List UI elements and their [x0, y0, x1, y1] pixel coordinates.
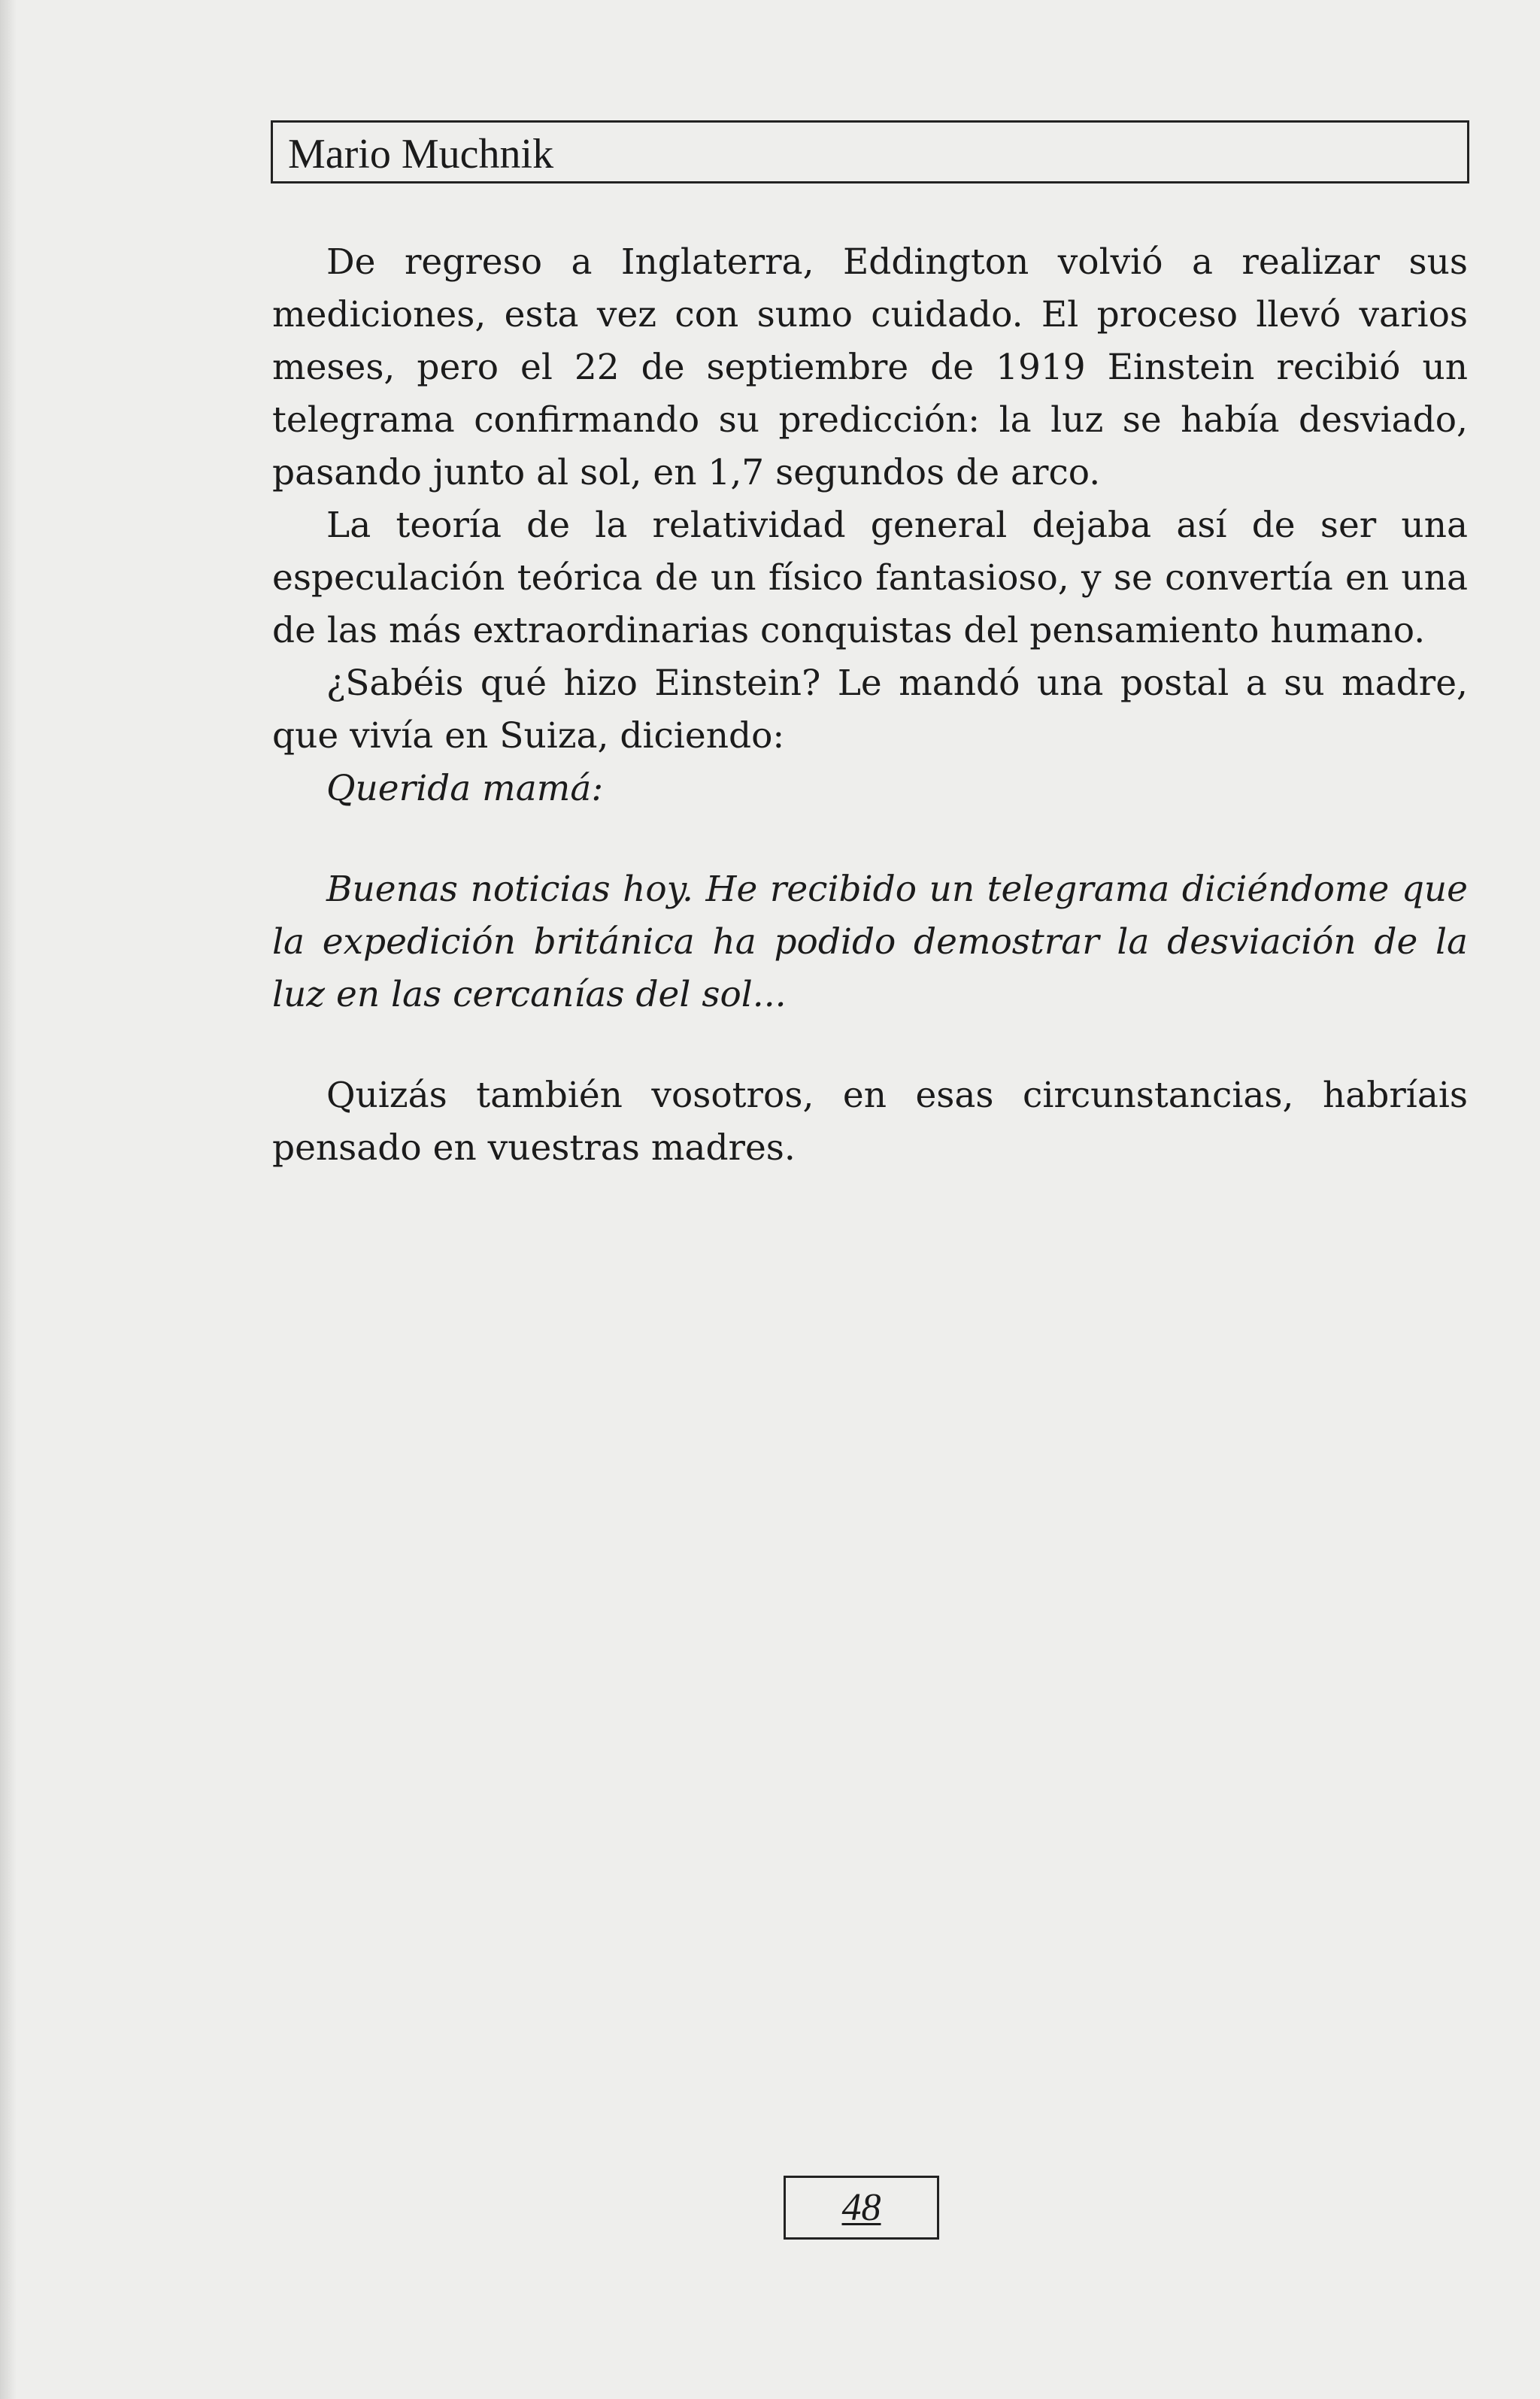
- spacer: [272, 1021, 1468, 1069]
- paragraph-closing: Quizás también vosotros, en esas circunstancias, habríais pensado en vuestras madres.: [272, 1075, 1468, 1169]
- page-number-box: [784, 2176, 939, 2240]
- paragraph-postcard: ¿Sabéis qué hizo Einstein? Le mandó una postal a su madre, que vivía en Suiza, diciendo:: [272, 663, 1468, 757]
- spacer: [272, 815, 1468, 863]
- letter-salutation: Querida mamá:: [326, 768, 604, 809]
- page-number: 48: [841, 2186, 881, 2229]
- running-header: [271, 120, 1469, 183]
- paragraph-eddington: De regreso a Inglaterra, Eddington volvió a realizar sus mediciones, esta vez con sumo cuidado. El proceso llevó varios meses, pero el 22 de septiembre de 1919 Einstein recibió un telegrama confirmando su predicción: la luz se había desviado, pasando junto al sol, en 1,7 segundos de arco.: [272, 241, 1468, 493]
- paragraph-relativity: La teoría de la relatividad general dejaba así de ser una especulación teórica de un físico fantasioso, y se convertía en una de las más extraordinarias conquistas del pensamiento humano.: [272, 505, 1468, 651]
- page-edge-shadow: [0, 0, 17, 2399]
- page-body: [272, 236, 1468, 1175]
- letter-body: Buenas noticias hoy. He recibido un telegrama diciéndome que la expedición británica ha podido demostrar la desviación de la luz en las cercanías del sol...: [272, 869, 1468, 1015]
- author-name: Mario Muchnik: [288, 131, 554, 177]
